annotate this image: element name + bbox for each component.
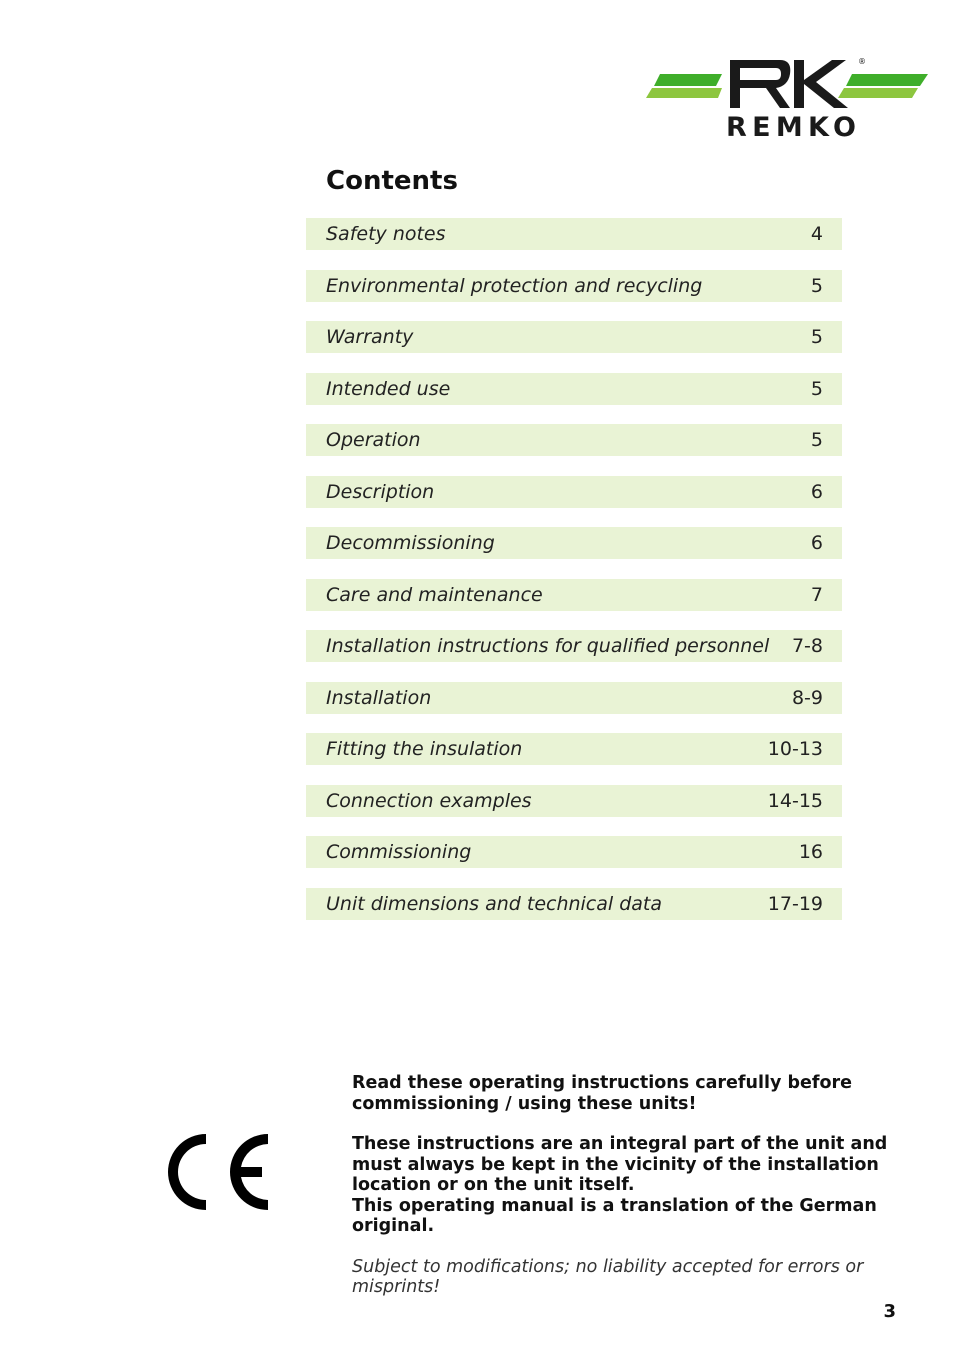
toc-entry-label: Operation [326, 429, 421, 451]
toc-row [306, 527, 842, 559]
remko-logo [640, 52, 936, 144]
toc-row [306, 733, 842, 765]
integral-part-text: These instructions are an integral part of the unit and must always be kept in the vicinity of the installation location or on the unit itself. [352, 1134, 888, 1195]
toc-row [306, 836, 842, 868]
toc-entry-label: Installation instructions for qualified personnel [326, 635, 770, 657]
toc-entry-label: Safety notes [326, 223, 446, 245]
brand-name: REMKO [726, 112, 856, 143]
toc-entry-label: Warranty [326, 326, 414, 348]
toc-entry-page: 4 [810, 223, 823, 245]
toc-row [306, 682, 842, 714]
toc-row [306, 270, 842, 302]
toc-entry-page: 5 [810, 429, 823, 451]
toc-row [306, 321, 842, 353]
toc-row [306, 888, 842, 920]
toc-entry-page: 6 [810, 480, 823, 503]
toc-row [306, 476, 842, 508]
toc-entry-page: 5 [810, 274, 823, 297]
toc-entry-page: 17-19 [767, 892, 823, 915]
toc-entry-label: Unit dimensions and technical data [326, 892, 663, 915]
translation-text: This operating manual is a translation of the German original. [352, 1195, 877, 1236]
toc-entry-label: Decommissioning [326, 532, 495, 554]
notice-block [352, 1073, 892, 1318]
toc-entry-page: 5 [810, 326, 823, 348]
toc-entry-page: 14-15 [767, 789, 823, 812]
toc-row [306, 579, 842, 611]
toc-row [306, 785, 842, 817]
toc-entry-label: Care and maintenance [326, 583, 543, 606]
toc-entry-label: Description [326, 480, 435, 503]
toc-row [306, 218, 842, 250]
toc-entry-page: 10-13 [767, 738, 823, 760]
toc-entry-page: 6 [810, 532, 823, 554]
toc-entry-label: Installation [326, 686, 432, 709]
toc-row [306, 630, 842, 662]
toc-entry-page: 7-8 [791, 635, 823, 657]
toc-row [306, 373, 842, 405]
toc-entry-page: 8-9 [791, 686, 823, 709]
disclaimer-text: Subject to modifications; no liability accepted for errors or misprints! [352, 1256, 864, 1297]
toc-entry-label: Intended use [326, 377, 451, 400]
table-of-contents [306, 218, 842, 939]
page-number: 3 [883, 1301, 896, 1322]
toc-entry-page: 16 [798, 841, 823, 863]
registered-mark: ® [858, 57, 866, 66]
contents-title: Contents [326, 166, 458, 196]
toc-entry-label: Environmental protection and recycling [326, 274, 703, 297]
toc-entry-label: Fitting the insulation [326, 738, 523, 760]
toc-entry-label: Connection examples [326, 789, 532, 812]
toc-row [306, 424, 842, 456]
toc-entry-page: 5 [810, 377, 823, 400]
read-instructions-text: Read these operating instructions carefully before commissioning / using these units! [352, 1073, 852, 1114]
toc-entry-page: 7 [810, 583, 823, 606]
toc-entry-label: Commissioning [326, 841, 472, 863]
ce-mark-icon [162, 1130, 270, 1214]
